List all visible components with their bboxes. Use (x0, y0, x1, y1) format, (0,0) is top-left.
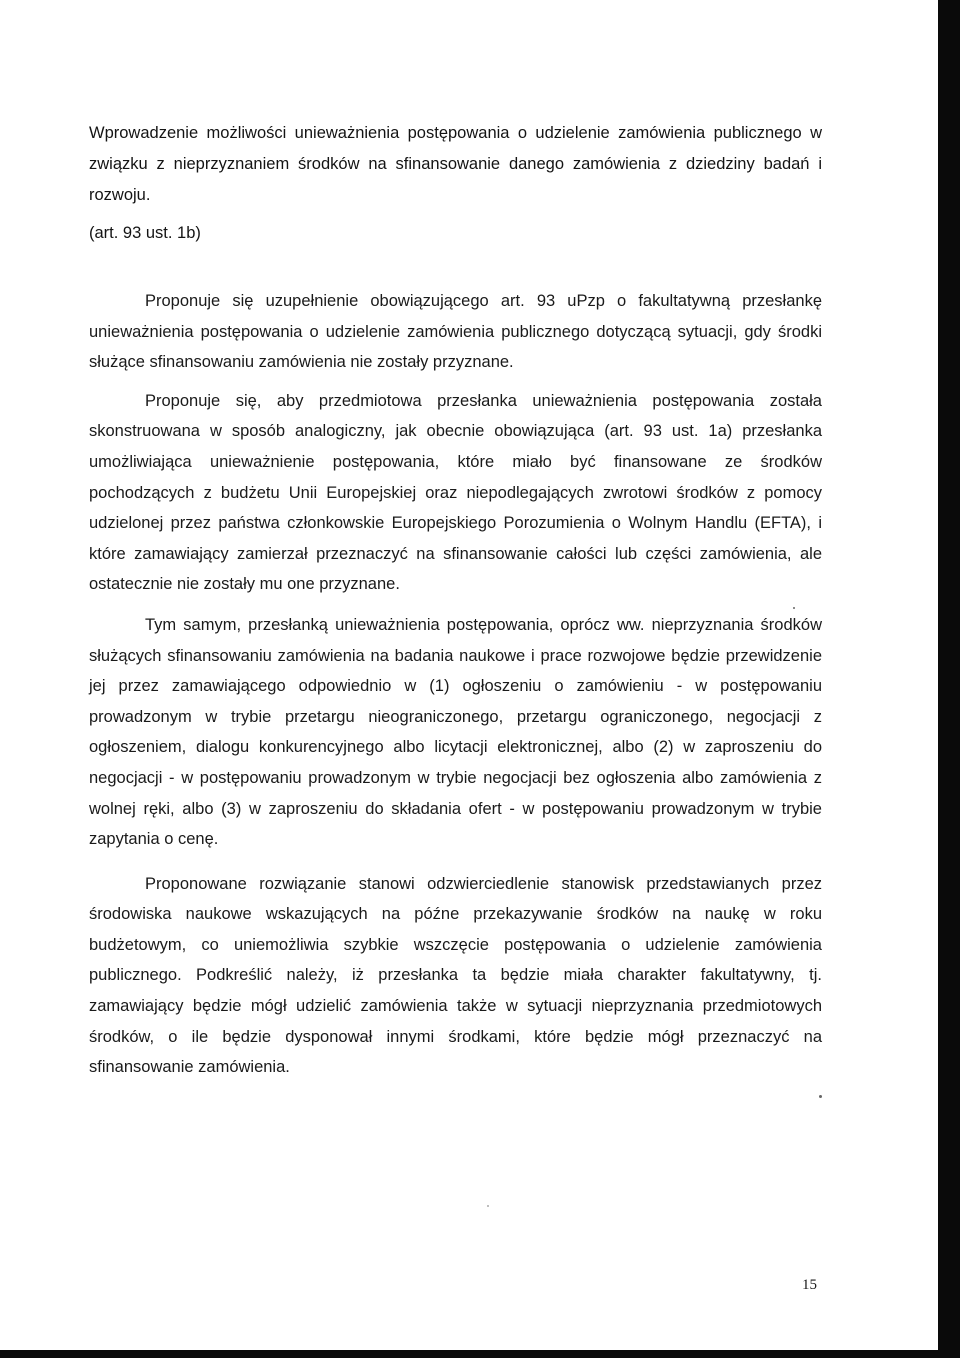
scan-speck (793, 607, 795, 609)
paragraph-4: Proponowane rozwiązanie stanowi odzwierciedlenie stanowisk przedstawianych przez środowiska naukowe wskazujących na późne przekazywanie środków na naukę w roku budżetowym, co uniemożliwia szybkie wszczęcie postępowania o udzielenie zamówienia publicznego. Podkreślić należy, iż przesłanka ta będzie miała charakter fakultatywny, tj. zamawiający będzie mógł udzielić zamówienia także w sytuacji nieprzyznania przedmiotowych środków, o ile będzie dysponował innymi środkami, które będzie mógł przeznaczyć na sfinansowanie zamówienia. (89, 874, 822, 1077)
paragraph-2: Proponuje się, aby przedmiotowa przesłanka unieważnienia postępowania została skonstruowana w sposób analogiczny, jak obecnie obowiązująca (art. 93 ust. 1a) przesłanka umożliwiająca unieważnienie postępowania, które miało być finansowane ze środków pochodzących z budżetu Unii Europejskiej oraz niepodlegających zwrotowi środków z pomocy udzielonej przez państwa członkowskie Europejskiego Porozumienia o Wolnym Handlu (EFTA), i które zamawiający zamierzał przeznaczyć na sfinansowanie całości lub części zamówienia, ale ostatecznie nie zostały mu one przyznane. (89, 391, 822, 594)
scan-edge-bottom (0, 1350, 960, 1358)
page-number: 15 (802, 1277, 817, 1293)
article-reference: (art. 93 ust. 1b) (89, 224, 201, 242)
section-heading: Wprowadzenie możliwości unieważnienia postępowania o udzielenie zamówienia publicznego w związku z nieprzyznaniem środków na sfinansowanie danego zamówienia z dziedziny badań i rozwoju. (89, 124, 822, 204)
paragraph-1: Proponuje się uzupełnienie obowiązującego art. 93 uPzp o fakultatywną przesłankę unieważnienia postępowania o udzielenie zamówienia publicznego dotyczącą sytuacji, gdy środki służące sfinansowaniu zamówienia nie zostały przyznane. (89, 292, 822, 372)
scan-edge-right (938, 0, 960, 1358)
scan-speck (487, 1205, 489, 1207)
document-page (89, 118, 822, 1083)
scan-speck (819, 1095, 822, 1098)
paragraph-3: Tym samym, przesłanką unieważnienia postępowania, oprócz ww. nieprzyznania środków służących sfinansowaniu zamówienia na badania naukowe i prace rozwojowe będzie przewidzenie jej przez zamawiającego odpowiednio w (1) ogłoszeniu o zamówieniu - w postępowaniu prowadzonym w trybie przetargu nieograniczonego, przetargu ograniczonego, negocjacji z ogłoszeniem, dialogu konkurencyjnego albo licytacji elektronicznej, albo (2) w zaproszeniu do negocjacji - w postępowaniu prowadzonym w trybie negocjacji bez ogłoszenia albo zamówienia z wolnej ręki, albo (3) w zaproszeniu do składania ofert - w postępowaniu prowadzonym w trybie zapytania o cenę. (89, 615, 822, 849)
